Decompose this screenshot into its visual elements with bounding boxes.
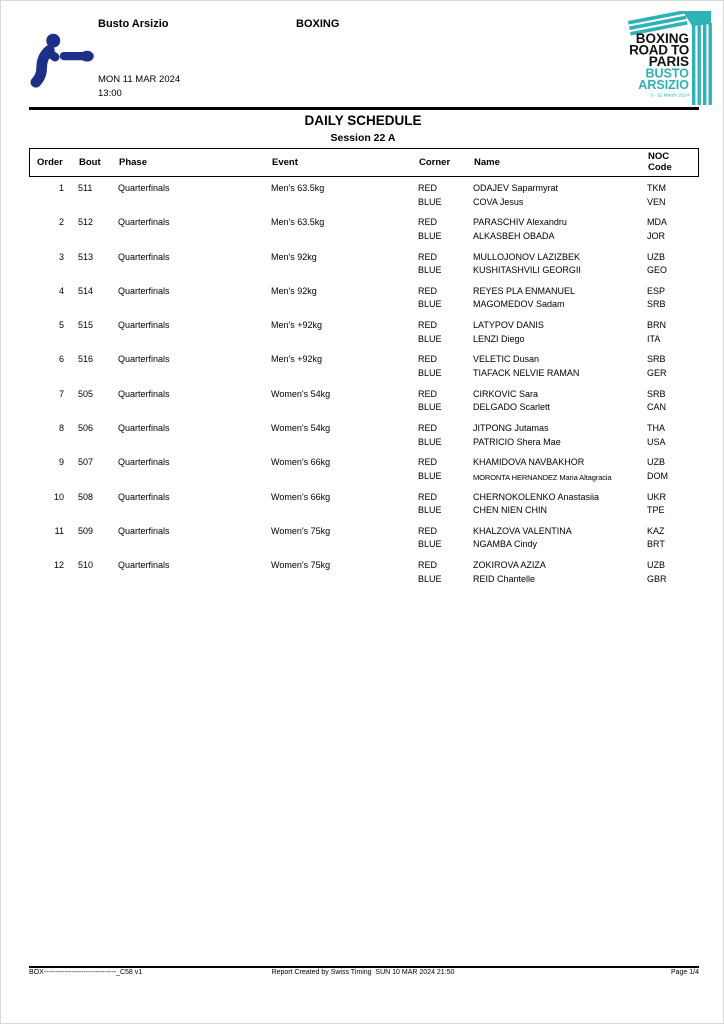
cell-event: Women's 54kg: [271, 388, 331, 399]
cell-corner-blue: BLUE: [418, 539, 442, 550]
cell-corner-red: RED: [418, 183, 438, 193]
cell-corner-blue: BLUE: [418, 573, 442, 584]
cell-name-blue: DELGADO Scarlett: [473, 402, 551, 413]
cell-name-red: JITPONG Jutamas: [473, 422, 549, 433]
cell-noc-blue: VEN: [647, 196, 666, 207]
cell-bout: 515: [78, 320, 94, 331]
cell-noc-blue: SRB: [647, 299, 666, 310]
cell-name-blue: COVA Jesus: [473, 196, 524, 207]
cell-name-red: REYES PLA ENMANUEL: [473, 285, 576, 296]
cell-corner-blue: BLUE: [418, 402, 442, 413]
cell-order: 4: [58, 285, 64, 296]
cell-bout: 505: [78, 388, 94, 399]
cell-order: 1: [58, 183, 64, 193]
cell-order: 7: [58, 388, 64, 399]
cell-bout: 507: [78, 457, 94, 468]
col-corner: Corner: [419, 157, 451, 168]
cell-name-blue: ALKASBEH OBADA: [473, 230, 555, 241]
cell-noc-blue: GBR: [647, 573, 667, 584]
cell-event: Women's 66kg: [271, 457, 331, 468]
table-row: [29, 423, 699, 450]
cell-name-blue: NGAMBA Cindy: [473, 539, 538, 550]
cell-corner-blue: BLUE: [418, 470, 442, 481]
cell-phase: Quarterfinals: [118, 285, 170, 296]
cell-corner-blue: BLUE: [418, 196, 442, 207]
venue-name: Busto Arsizio: [98, 18, 169, 30]
table-row: [29, 354, 699, 381]
footer-created-by: Report Created by Swiss Timing SUN 10 MAR 2024 21:50: [271, 969, 455, 976]
cell-event: Men's 63.5kg: [271, 183, 325, 193]
cell-bout: 506: [78, 422, 94, 433]
cell-event: Men's 92kg: [271, 285, 317, 296]
col-name: Name: [474, 157, 500, 168]
cell-phase: Quarterfinals: [118, 525, 170, 536]
cell-name-blue: PATRICIO Shera Mae: [473, 436, 561, 447]
cell-name-red: VELETIC Dusan: [473, 354, 540, 365]
cell-corner-red: RED: [418, 285, 438, 296]
table-row: [29, 526, 699, 553]
footer-divider: [29, 966, 699, 968]
cell-phase: Quarterfinals: [118, 183, 170, 193]
cell-event: Women's 75kg: [271, 560, 331, 571]
cell-noc-red: SRB: [647, 354, 666, 365]
table-row: [29, 492, 699, 519]
table-row: [29, 389, 699, 416]
cell-bout: 511: [78, 183, 93, 193]
cell-name-blue: CHEN NIEN CHIN: [473, 505, 548, 516]
cell-phase: Quarterfinals: [118, 251, 170, 262]
cell-noc-blue: ITA: [647, 333, 661, 344]
logo-line5: ARSIZIO: [638, 78, 689, 92]
cell-order: 9: [58, 457, 64, 468]
logo-line2: ROAD TO: [629, 42, 689, 58]
page-title: DAILY SCHEDULE: [304, 113, 422, 128]
cell-noc-blue: DOM: [647, 470, 668, 481]
cell-noc-blue: GER: [647, 368, 667, 378]
cell-order: 5: [58, 320, 64, 331]
cell-noc-red: UKR: [647, 491, 667, 502]
table-row: [29, 286, 699, 313]
table-rows: [29, 183, 699, 594]
cell-corner-blue: BLUE: [418, 265, 442, 276]
cell-noc-red: UZB: [647, 251, 665, 262]
session-title: Session 22 A: [330, 132, 396, 144]
cell-order: 3: [58, 251, 64, 262]
cell-noc-red: TKM: [647, 183, 666, 193]
cell-corner-red: RED: [418, 388, 438, 399]
cell-noc-red: SRB: [647, 388, 666, 399]
cell-bout: 513: [78, 251, 94, 262]
cell-corner-blue: BLUE: [418, 368, 442, 378]
logo-line4: BUSTO: [645, 66, 689, 81]
cell-corner-red: RED: [418, 457, 438, 468]
cell-name-blue: LENZI Diego: [473, 333, 525, 344]
cell-name-red: LATYPOV DANIS: [473, 320, 544, 331]
col-bout: Bout: [79, 157, 101, 168]
cell-order: 6: [58, 354, 64, 365]
cell-name-blue: REID Chantelle: [473, 573, 536, 584]
cell-event: Women's 66kg: [271, 491, 331, 502]
footer-report-code: BOX-------------------------------_C58 v1: [29, 969, 143, 976]
cell-event: Women's 75kg: [271, 525, 331, 536]
cell-noc-blue: JOR: [647, 230, 665, 241]
cell-noc-blue: CAN: [647, 402, 667, 413]
cell-name-red: KHAMIDOVA NAVBAKHOR: [473, 457, 585, 468]
cell-name-red: ODAJEV Saparmyrat: [473, 183, 559, 193]
cell-bout: 516: [78, 354, 94, 365]
cell-name-blue: MAGOMEDOV Sadam: [473, 299, 565, 310]
cell-noc-blue: BRT: [647, 539, 665, 550]
cell-corner-blue: BLUE: [418, 333, 442, 344]
cell-name-red: KHALZOVA VALENTINA: [473, 525, 572, 536]
table-row: [29, 560, 699, 587]
cell-noc-red: BRN: [647, 320, 667, 331]
boxing-pictogram-icon: [23, 32, 97, 88]
cell-noc-red: THA: [647, 422, 665, 433]
cell-name-red: PARASCHIV Alexandru: [473, 217, 567, 228]
cell-corner-red: RED: [418, 525, 438, 536]
table-row: [29, 217, 699, 244]
logo-line3: PARIS: [648, 54, 689, 69]
cell-order: 12: [53, 560, 64, 571]
cell-phase: Quarterfinals: [118, 354, 170, 365]
cell-corner-red: RED: [418, 217, 438, 228]
cell-corner-red: RED: [418, 560, 438, 571]
session-time: 13:00: [98, 87, 122, 99]
cell-bout: 508: [78, 491, 94, 502]
cell-noc-red: MDA: [647, 217, 667, 228]
cell-phase: Quarterfinals: [118, 217, 170, 228]
cell-corner-blue: BLUE: [418, 299, 442, 310]
session-datetime: [98, 73, 180, 100]
table-row: [29, 252, 699, 279]
cell-noc-blue: USA: [647, 436, 666, 447]
table-header: [29, 148, 699, 177]
cell-noc-red: ESP: [647, 285, 666, 296]
cell-name-red: CHERNOKOLENKO Anastasiia: [473, 491, 600, 502]
cell-corner-red: RED: [418, 320, 438, 331]
cell-noc-red: KAZ: [647, 525, 665, 536]
cell-phase: Quarterfinals: [118, 491, 170, 502]
col-noc-code: NOC Code: [648, 151, 672, 173]
cell-noc-red: UZB: [647, 560, 665, 571]
table-row: [29, 183, 699, 210]
cell-order: 11: [54, 525, 64, 536]
col-phase: Phase: [119, 157, 147, 168]
cell-event: Women's 54kg: [271, 422, 331, 433]
cell-name-blue: KUSHITASHVILI GEORGII: [473, 265, 581, 276]
cell-order: 8: [58, 422, 64, 433]
cell-corner-blue: BLUE: [418, 230, 442, 241]
cell-phase: Quarterfinals: [118, 560, 170, 571]
cell-phase: Quarterfinals: [118, 320, 170, 331]
cell-noc-red: UZB: [647, 457, 665, 468]
cell-name-blue: TIAFACK NELVIE RAMAN: [473, 368, 580, 378]
logo-line1: BOXING: [635, 31, 689, 46]
cell-noc-blue: GEO: [647, 265, 668, 276]
cell-event: Men's 63.5kg: [271, 217, 325, 228]
cell-bout: 509: [78, 525, 94, 536]
cell-corner-red: RED: [418, 422, 438, 433]
session-date: MON 11 MAR 2024: [98, 74, 181, 85]
cell-bout: 510: [78, 560, 94, 571]
cell-corner-red: RED: [418, 251, 438, 262]
col-order: Order: [37, 157, 63, 168]
cell-name-red: ZOKIROVA AZIZA: [473, 560, 546, 571]
cell-order: 2: [58, 217, 64, 228]
cell-phase: Quarterfinals: [118, 388, 170, 399]
sport-name: BOXING: [296, 18, 340, 30]
cell-bout: 514: [78, 285, 94, 296]
cell-corner-blue: BLUE: [418, 505, 442, 516]
cell-corner-red: RED: [418, 491, 438, 502]
cell-bout: 512: [78, 217, 94, 228]
cell-phase: Quarterfinals: [118, 457, 170, 468]
cell-event: Men's +92kg: [271, 354, 322, 365]
cell-corner-red: RED: [418, 354, 438, 365]
table-row: [29, 320, 699, 347]
cell-phase: Quarterfinals: [118, 422, 170, 433]
cell-event: Men's +92kg: [271, 320, 322, 331]
cell-corner-blue: BLUE: [418, 436, 442, 447]
cell-name-blue: MORONTA HERNANDEZ Maria Altagracia: [473, 472, 612, 482]
cell-noc-blue: TPE: [647, 505, 665, 516]
header-divider: [29, 107, 699, 110]
col-event: Event: [272, 157, 298, 168]
logo-dates: 3 - 11 March 2024: [650, 93, 689, 99]
cell-order: 10: [53, 491, 64, 502]
cell-name-red: MULLOJONOV LAZIZBEK: [473, 251, 581, 262]
event-logo: [613, 11, 713, 107]
footer-page-number: Page 1/4: [670, 969, 699, 976]
cell-name-red: CIRKOVIC Sara: [473, 388, 539, 399]
cell-event: Men's 92kg: [271, 251, 317, 262]
table-row: [29, 457, 699, 484]
